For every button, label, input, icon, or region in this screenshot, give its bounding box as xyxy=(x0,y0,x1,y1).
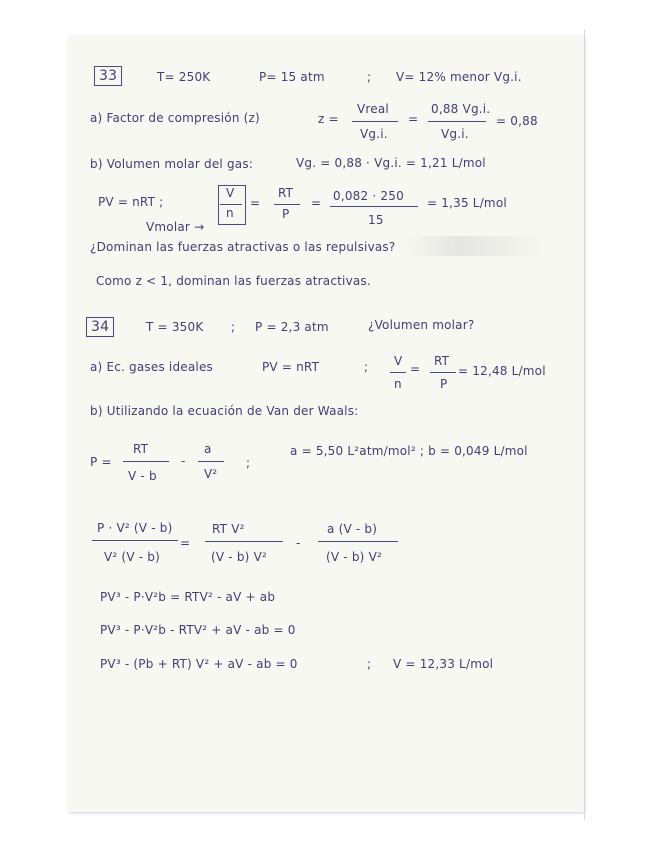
p33-b-label: b) Volumen molar del gas: xyxy=(90,157,254,171)
p34-temperature: T = 350K xyxy=(146,320,204,334)
p33-c-question: ¿Dominan las fuerzas atractivas o las repulsivas? xyxy=(90,240,396,254)
p34-line-3: PV³ - (Pb + RT) V² + aV - ab = 0 xyxy=(100,657,298,671)
p34-a-pv: PV = nRT xyxy=(262,360,320,374)
sheet-edge xyxy=(584,30,585,820)
p34-a-rt-den: P xyxy=(440,377,448,391)
p34-step-minus: - xyxy=(296,536,301,550)
p34-b-f2-num: a xyxy=(204,442,212,456)
p34-line-2: PV³ - P·V²b - RTV² + aV - ab = 0 xyxy=(100,623,296,637)
p34-pressure: P = 2,3 atm xyxy=(255,320,329,334)
p33-a-frac2-den: Vg.i. xyxy=(441,127,469,141)
p34-b-f2-bar xyxy=(198,461,224,462)
faint-signature-mark xyxy=(404,236,544,256)
p33-a-eq1: = xyxy=(408,112,419,126)
p33-a-frac2-num: 0,88 Vg.i. xyxy=(431,102,491,116)
p33-b-pv: PV = nRT ; xyxy=(98,195,164,209)
p34-step-mid-den: (V - b) V² xyxy=(211,550,267,564)
p34-step-right-den: (V - b) V² xyxy=(326,550,382,564)
p34-step-left-bar xyxy=(92,540,178,541)
p34-step-right-bar xyxy=(318,541,398,542)
p34-step-left-num: P · V² (V - b) xyxy=(97,521,173,535)
p33-b-box-n: n xyxy=(226,206,234,220)
p34-b-minus: - xyxy=(181,454,186,468)
p33-b-box-v: V xyxy=(226,186,235,200)
p33-b-result: = 1,35 L/mol xyxy=(427,196,507,210)
p34-step-mid-bar xyxy=(205,541,283,542)
p33-b-rt-num: RT xyxy=(278,186,294,200)
p34-a-v-den: n xyxy=(394,377,402,391)
p34-b-f1-num: RT xyxy=(133,442,149,456)
p33-volume: V= 12% menor Vg.i. xyxy=(396,70,522,84)
p33-separator: ; xyxy=(367,70,372,84)
p33-b-calc-den: 15 xyxy=(368,213,384,227)
p34-a-rt-num: RT xyxy=(434,354,450,368)
p34-a-eq: = xyxy=(410,362,421,376)
p34-a-v-num: V xyxy=(394,354,403,368)
p34-step-left-den: V² (V - b) xyxy=(104,550,160,564)
p33-b-calc-num: 0,082 · 250 xyxy=(333,189,404,203)
paper-sheet xyxy=(68,36,584,812)
p33-a-frac2-bar xyxy=(428,121,486,122)
p34-a-label: a) Ec. gases ideales xyxy=(90,360,213,374)
p34-b-label: b) Utilizando la ecuación de Van der Waals: xyxy=(90,404,359,418)
p34-b-f1-bar xyxy=(123,461,169,462)
p34-b-p-eq: P = xyxy=(90,455,112,469)
p34-b-f1-den: V - b xyxy=(128,469,157,483)
p33-b-box-bar xyxy=(220,204,242,205)
p33-a-frac1-bar xyxy=(352,121,398,122)
p34-step-eq: = xyxy=(180,536,191,550)
p34-line-1: PV³ - P·V²b = RTV² - aV + ab xyxy=(100,590,276,604)
p33-a-label: a) Factor de compresión (z) xyxy=(90,111,260,125)
p33-b-eq2: = xyxy=(250,196,261,210)
p34-b-separator: ; xyxy=(246,456,251,470)
p33-a-z-eq: z = xyxy=(318,112,339,126)
p33-c-answer: Como z < 1, dominan las fuerzas atractivas. xyxy=(96,274,371,288)
p34-a-v-bar xyxy=(390,372,406,373)
p34-b-f2-den: V² xyxy=(204,467,218,481)
p34-question: ¿Volumen molar? xyxy=(368,318,475,332)
p33-b-calc-bar xyxy=(330,206,418,207)
p34-a-rt-bar xyxy=(430,372,456,373)
p33-b-rt-bar xyxy=(274,204,300,205)
p33-b-eq3: = xyxy=(311,196,322,210)
p34-a-separator: ; xyxy=(364,360,369,374)
p33-a-frac1-num: Vreal xyxy=(357,102,389,116)
p34-b-constants: a = 5,50 L²atm/mol² ; b = 0,049 L/mol xyxy=(290,444,528,458)
p34-line-3-separator: ; xyxy=(367,657,372,671)
p33-a-result: = 0,88 xyxy=(496,114,538,128)
p33-b-eq: Vg. = 0,88 · Vg.i. = 1,21 L/mol xyxy=(296,156,486,170)
problem-33-number: 33 xyxy=(94,66,122,86)
problem-34-number: 34 xyxy=(86,317,114,337)
p33-b-rt-den: P xyxy=(282,207,290,221)
p34-a-result: = 12,48 L/mol xyxy=(458,364,546,378)
p34-separator: ; xyxy=(231,320,236,334)
p34-step-mid-num: RT V² xyxy=(212,522,245,536)
p33-pressure: P= 15 atm xyxy=(259,70,325,84)
p34-step-right-num: a (V - b) xyxy=(327,522,378,536)
p33-b-vmolar: Vmolar → xyxy=(146,220,205,234)
p33-temperature: T= 250K xyxy=(157,70,211,84)
p33-a-frac1-den: Vg.i. xyxy=(360,127,388,141)
p34-final-answer: V = 12,33 L/mol xyxy=(393,657,494,671)
